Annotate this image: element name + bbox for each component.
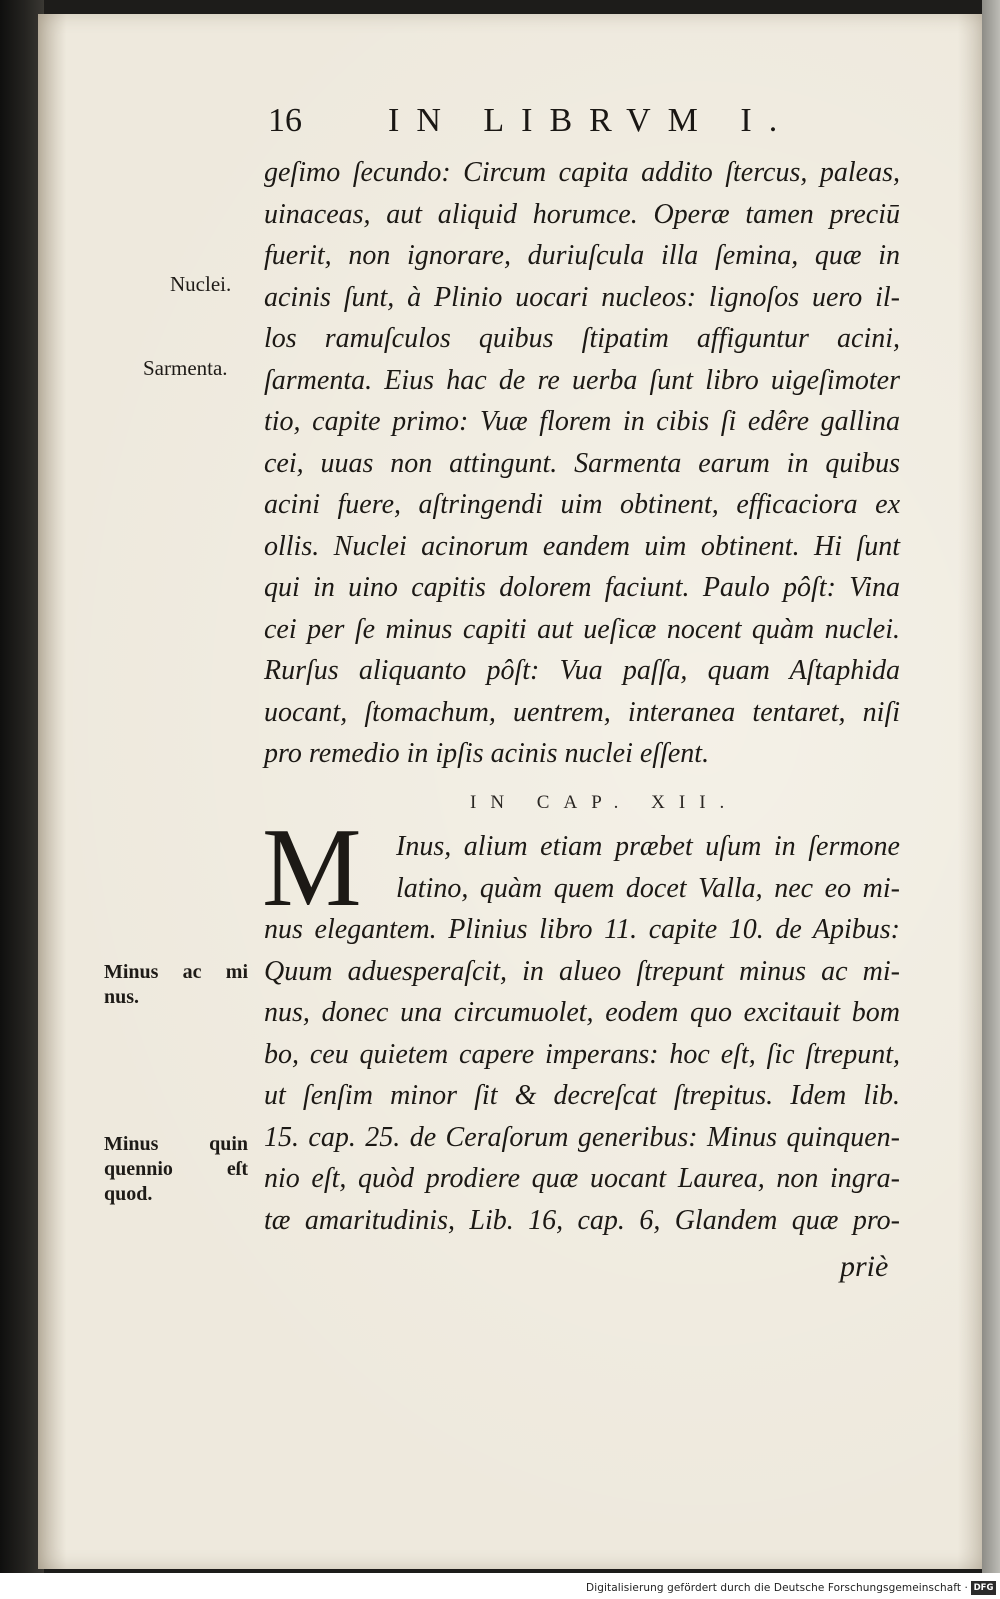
margin-note-sarmenta: Sarmenta. — [143, 356, 228, 380]
footer-credit: Digitalisierung gefördert durch die Deutsche Forschungsgemeinschaft · — [586, 1582, 968, 1594]
margin-note-line: quod. — [104, 1183, 153, 1205]
text-block-2 — [264, 826, 900, 1241]
text-line: acini fuere, aſtringendi uim obtinent, efficaciora ex — [264, 489, 900, 520]
catchword: priè — [840, 1250, 889, 1283]
text-line: geſimo ſecundo: Circum capita addito ſtercus, paleas, — [264, 157, 900, 188]
text-line: cei per ſe minus capiti aut ueſicæ nocent quàm nuclei. — [264, 613, 900, 645]
text-line: cei, uuas non attingunt. Sarmenta earum in quibus — [264, 447, 900, 479]
text-line: acinis ſunt, à Plinio uocari nucleos: lignoſos uero il- — [264, 281, 900, 313]
text-line: uocant, ſtomachum, uentrem, interanea tentaret, niſi — [264, 696, 900, 728]
text-line: pro remedio in ipſis acinis nuclei eſſent. — [264, 738, 710, 769]
margin-note-line: quennio eſt — [104, 1158, 248, 1180]
text-line: bo, ceu quietem capere imperans: hoc eſt, ſic ſtrepunt, — [264, 1038, 900, 1070]
text-line: los ramuſculos quibus ſtipatim affiguntur acini, — [264, 323, 900, 354]
page-number: 16 — [268, 102, 302, 139]
text-line: uinaceas, aut aliquid horumce. Operæ tamen preciū — [264, 198, 900, 230]
text-line: qui in uino capitis dolorem faciunt. Paulo pôſt: Vina — [264, 572, 900, 603]
margin-note-minus-ac-minus — [104, 960, 248, 1010]
text-block-1 — [264, 152, 900, 775]
text-line: tæ amaritudinis, Lib. 16, cap. 6, Glandem quæ pro- — [264, 1204, 900, 1236]
page-edge-strip — [982, 0, 1000, 1599]
text-line: tio, capite primo: Vuæ florem in cibis ſi edêre gallina — [264, 406, 900, 437]
margin-note-line: nus. — [104, 986, 140, 1008]
text-line: latino, quàm quem docet Valla, nec eo mi- — [396, 872, 900, 904]
drop-cap: M — [262, 806, 362, 930]
margin-note-line: Minus ac mi — [104, 961, 248, 983]
margin-note-line: Minus quin — [104, 1133, 248, 1155]
text-line: Inus, alium etiam præbet uſum in ſermone — [396, 831, 900, 862]
text-line: nio eſt, quòd prodiere quæ uocant Laurea, non ingra- — [264, 1163, 900, 1194]
text-line: 15. cap. 25. de Ceraſorum generibus: Minus quinquen- — [264, 1121, 900, 1153]
chapter-heading: IN CAP. XII. — [470, 792, 739, 813]
text-line: nus, donec una circumuolet, eodem quo excitauit bom — [264, 997, 900, 1028]
page-header — [268, 102, 808, 142]
text-line: ſarmenta. Eius hac de re uerba ſunt libro uigeſimoter — [264, 364, 900, 396]
text-line: Rurſus aliquanto pôſt: Vua paſſa, quam Aſtaphida — [264, 655, 900, 686]
dfg-logo: DFG — [971, 1581, 996, 1595]
text-line: ollis. Nuclei acinorum eandem uim obtinent. Hi ſunt — [264, 530, 900, 562]
margin-note-minus-quinquennio — [104, 1132, 248, 1207]
text-line: fuerit, non ignorare, duriuſcula illa ſemina, quæ in — [264, 240, 900, 271]
running-title: IN LIBRVM I. — [388, 102, 795, 139]
margin-note-nuclei: Nuclei. — [170, 272, 232, 296]
text-line: ut ſenſim minor ſit & decreſcat ſtrepitus. Idem lib. — [264, 1080, 900, 1111]
text-line: nus elegantem. Plinius libro 11. capite 10. de Apibus: — [264, 914, 900, 945]
footer-bar — [0, 1573, 1000, 1599]
text-line: Quum aduesperaſcit, in alueo ſtrepunt minus ac mi- — [264, 955, 900, 987]
